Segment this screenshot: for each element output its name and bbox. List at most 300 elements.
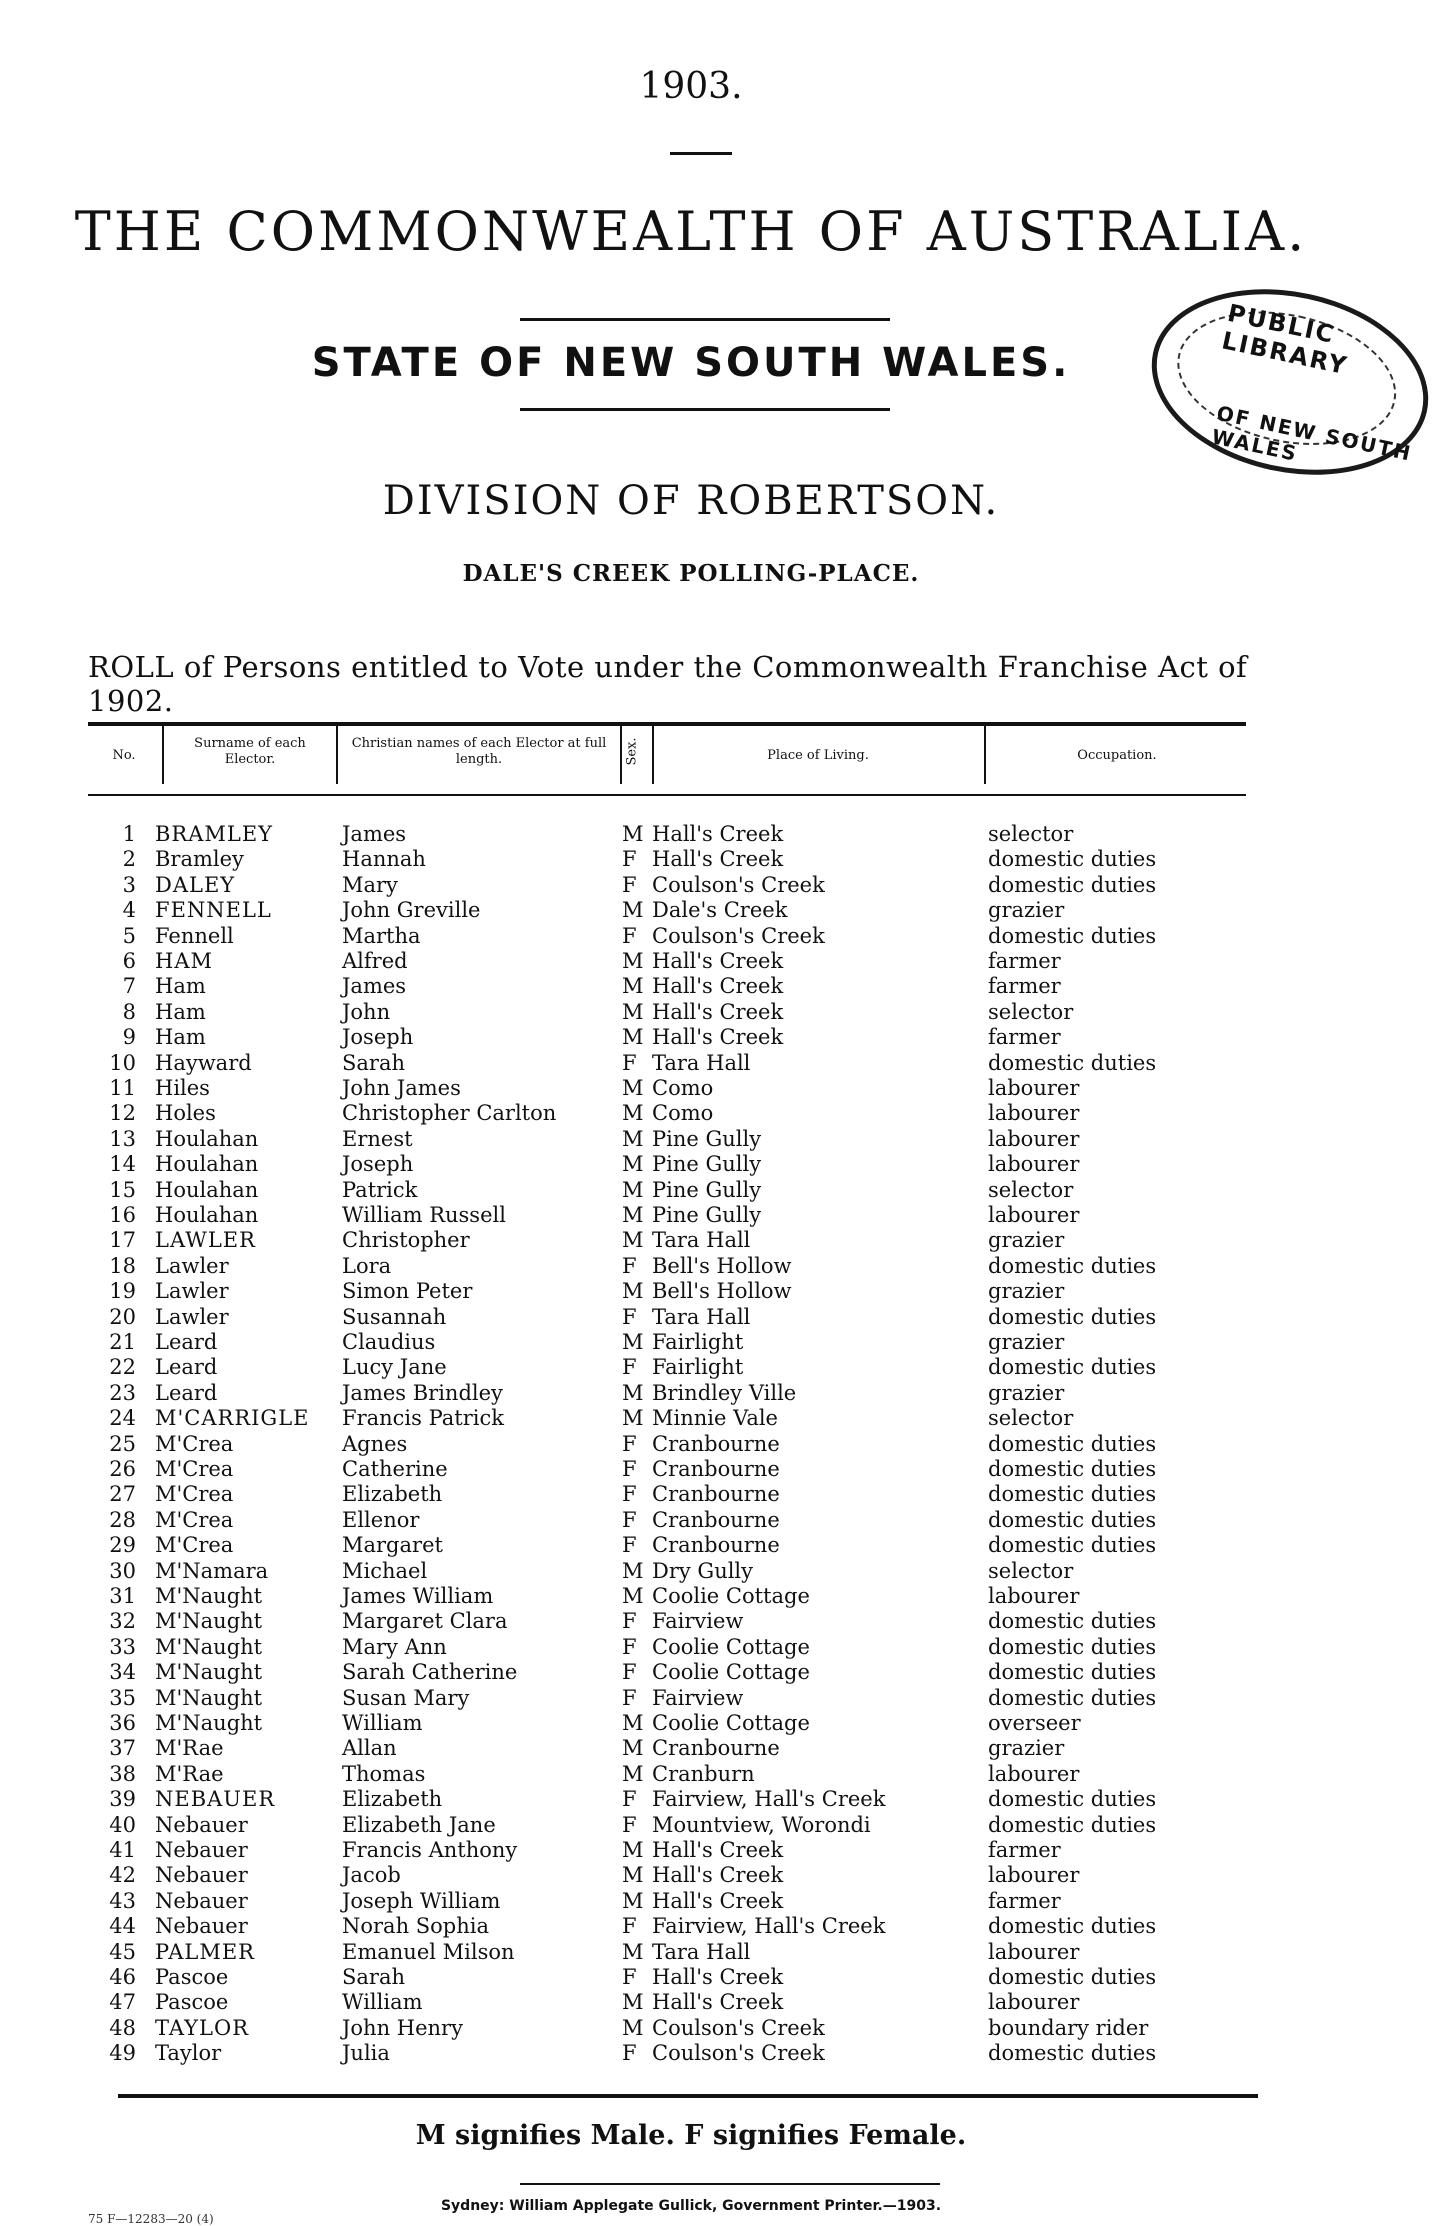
christian-names: William xyxy=(342,1711,423,1735)
row-number: 11 xyxy=(109,1076,136,1100)
surname: M'CARRIGLE xyxy=(155,1406,310,1431)
stamp-text-top: PUBLIC LIBRARY xyxy=(1219,298,1351,381)
place-of-living: Cranbourne xyxy=(652,1457,780,1481)
row-number: 37 xyxy=(109,1736,136,1761)
christian-names: Francis Anthony xyxy=(342,1838,518,1862)
sex: F xyxy=(622,1660,637,1685)
occupation: domestic duties xyxy=(988,1482,1157,1507)
place-of-living: Hall's Creek xyxy=(652,1838,784,1862)
surname: Pascoe xyxy=(155,1965,229,1989)
column-header-place: Place of Living. xyxy=(767,748,869,763)
occupation: labourer xyxy=(988,1863,1080,1888)
column-header-sex: Sex. xyxy=(624,737,640,766)
christian-names: John xyxy=(342,999,391,1024)
sex: F xyxy=(622,847,637,872)
occupation: farmer xyxy=(988,1838,1061,1862)
occupation: grazier xyxy=(988,1330,1065,1354)
row-number: 24 xyxy=(109,1406,136,1431)
occupation: farmer xyxy=(988,974,1061,999)
place-of-living: Hall's Creek xyxy=(652,1990,784,2015)
row-number: 15 xyxy=(109,1177,136,1202)
row-number: 26 xyxy=(109,1457,136,1481)
occupation: domestic duties xyxy=(988,1533,1157,1558)
christian-names: William Russell xyxy=(342,1203,506,1227)
christian-names: Norah Sophia xyxy=(342,1914,490,1939)
surname: M'Naught xyxy=(155,1660,263,1685)
column-divider xyxy=(336,726,338,784)
place-of-living: Cranbourne xyxy=(652,1533,780,1558)
occupation: labourer xyxy=(988,1761,1080,1786)
row-number: 5 xyxy=(122,923,136,948)
row-number: 2 xyxy=(122,847,136,872)
place-of-living: Coolie Cottage xyxy=(652,1584,810,1608)
row-number: 27 xyxy=(109,1482,136,1507)
row-number: 32 xyxy=(109,1609,136,1634)
surname: LAWLER xyxy=(155,1228,256,1253)
occupation: labourer xyxy=(988,1939,1080,1964)
place-of-living: Hall's Creek xyxy=(652,974,784,999)
row-number: 43 xyxy=(109,1888,136,1913)
christian-names: Lucy Jane xyxy=(342,1355,447,1380)
surname: Houlahan xyxy=(155,1177,259,1202)
christian-names: James William xyxy=(342,1584,494,1608)
sex: M xyxy=(622,1101,644,1126)
row-number: 44 xyxy=(109,1914,136,1939)
sex: M xyxy=(622,974,644,999)
christian-names: Mary xyxy=(342,872,398,897)
surname: Nebauer xyxy=(155,1914,248,1939)
surname: Leard xyxy=(155,1380,218,1405)
place-of-living: Hall's Creek xyxy=(652,822,784,846)
occupation: domestic duties xyxy=(988,1304,1157,1329)
sex: M xyxy=(622,1330,644,1354)
occupation: selector xyxy=(988,1558,1074,1583)
place-of-living: Pine Gully xyxy=(652,1152,762,1177)
place-of-living: Brindley Ville xyxy=(652,1380,797,1405)
sex: F xyxy=(622,1533,637,1558)
sex: M xyxy=(622,1990,644,2015)
row-number: 21 xyxy=(109,1330,136,1354)
christian-names: Catherine xyxy=(342,1457,448,1481)
place-of-living: Fairlight xyxy=(652,1355,744,1380)
sex: M xyxy=(622,1228,644,1253)
sex: M xyxy=(622,1025,644,1050)
surname: BRAMLEY xyxy=(155,822,274,846)
printer-imprint: Sydney: William Applegate Gullick, Government Printer.—1903. xyxy=(440,2198,942,2214)
occupation: domestic duties xyxy=(988,1965,1157,1989)
place-of-living: Cranbourne xyxy=(652,1431,780,1456)
sex: F xyxy=(622,1355,637,1380)
place-of-living: Cranburn xyxy=(652,1761,755,1786)
christian-names: Simon Peter xyxy=(342,1279,473,1304)
surname: M'Crea xyxy=(155,1482,234,1507)
row-number: 10 xyxy=(109,1050,136,1075)
surname: M'Rae xyxy=(155,1736,224,1761)
occupation: domestic duties xyxy=(988,1457,1157,1481)
christian-names: James xyxy=(342,974,407,999)
place-of-living: Coulson's Creek xyxy=(652,2015,825,2040)
row-number: 30 xyxy=(109,1558,136,1583)
sex: M xyxy=(622,1177,644,1202)
surname: Ham xyxy=(155,974,206,999)
sex: M xyxy=(622,1558,644,1583)
place-of-living: Coolie Cottage xyxy=(652,1711,810,1735)
sex: M xyxy=(622,1126,644,1151)
place-of-living: Hall's Creek xyxy=(652,1888,784,1913)
christian-names: Hannah xyxy=(342,847,426,872)
row-number: 45 xyxy=(109,1939,136,1964)
christian-names: Agnes xyxy=(342,1431,408,1456)
row-number: 13 xyxy=(109,1126,136,1151)
occupation: boundary rider xyxy=(988,2015,1149,2040)
place-of-living: Fairview, Hall's Creek xyxy=(652,1914,886,1939)
row-number: 14 xyxy=(109,1152,136,1177)
divider xyxy=(118,2094,1258,2098)
surname: Pascoe xyxy=(155,1990,229,2015)
row-number: 49 xyxy=(109,2041,136,2066)
christian-names: John James xyxy=(342,1076,461,1100)
occupation: labourer xyxy=(988,1990,1080,2015)
christian-names: Ellenor xyxy=(342,1507,420,1532)
christian-names: Elizabeth xyxy=(342,1482,443,1507)
christian-names: John Greville xyxy=(342,898,481,923)
sex: M xyxy=(622,1406,644,1431)
row-number: 23 xyxy=(109,1380,136,1405)
row-number: 25 xyxy=(109,1431,136,1456)
sex: M xyxy=(622,1736,644,1761)
column-header-occupation: Occupation. xyxy=(1077,748,1157,763)
occupation: domestic duties xyxy=(988,1050,1157,1075)
occupation: grazier xyxy=(988,1228,1065,1253)
surname: FENNELL xyxy=(155,898,272,923)
sex: M xyxy=(622,1863,644,1888)
christian-names: Christopher xyxy=(342,1228,470,1253)
place-of-living: Coolie Cottage xyxy=(652,1634,810,1659)
column-header-surname: Surname of each Elector. xyxy=(194,736,306,767)
surname: M'Naught xyxy=(155,1711,263,1735)
christian-names: Martha xyxy=(342,923,421,948)
divider xyxy=(670,152,732,155)
christian-names: Joseph xyxy=(342,1152,414,1177)
surname: M'Naught xyxy=(155,1609,263,1634)
column-header-no: No. xyxy=(112,748,136,763)
column-divider xyxy=(620,726,622,784)
occupation: labourer xyxy=(988,1584,1080,1608)
christian-names: Elizabeth Jane xyxy=(342,1812,496,1837)
surname: Houlahan xyxy=(155,1203,259,1227)
christian-names: James xyxy=(342,822,407,846)
surname: Nebauer xyxy=(155,1888,248,1913)
division-heading: DIVISION OF ROBERTSON. xyxy=(382,478,1000,524)
place-of-living: Como xyxy=(652,1076,714,1100)
sex: M xyxy=(622,1584,644,1608)
surname: M'Namara xyxy=(155,1558,269,1583)
occupation: labourer xyxy=(988,1152,1080,1177)
occupation: labourer xyxy=(988,1126,1080,1151)
row-number: 17 xyxy=(109,1228,136,1253)
row-number: 12 xyxy=(109,1101,136,1126)
surname: Ham xyxy=(155,999,206,1024)
print-reference: 75 F—12283—20 (4) xyxy=(88,2212,214,2226)
place-of-living: Tara Hall xyxy=(652,1050,751,1075)
sex: F xyxy=(622,923,637,948)
occupation: domestic duties xyxy=(988,872,1157,897)
occupation: domestic duties xyxy=(988,1634,1157,1659)
row-number: 34 xyxy=(109,1660,136,1685)
sex: F xyxy=(622,1304,637,1329)
place-of-living: Dale's Creek xyxy=(652,898,788,923)
row-number: 22 xyxy=(109,1355,136,1380)
place-of-living: Coolie Cottage xyxy=(652,1660,810,1685)
sex: F xyxy=(622,1507,637,1532)
surname: Houlahan xyxy=(155,1152,259,1177)
row-number: 36 xyxy=(109,1711,136,1735)
sex: M xyxy=(622,1279,644,1304)
surname: Nebauer xyxy=(155,1838,248,1862)
surname: Holes xyxy=(155,1101,216,1126)
surname: M'Naught xyxy=(155,1685,263,1710)
sex: F xyxy=(622,1609,637,1634)
sex: F xyxy=(622,1482,637,1507)
sex: F xyxy=(622,2041,637,2066)
place-of-living: Pine Gully xyxy=(652,1177,762,1202)
christian-names: Thomas xyxy=(342,1761,426,1786)
surname: M'Naught xyxy=(155,1634,263,1659)
place-of-living: Hall's Creek xyxy=(652,999,784,1024)
surname: Nebauer xyxy=(155,1812,248,1837)
place-of-living: Bell's Hollow xyxy=(652,1279,792,1304)
christian-names: Christopher Carlton xyxy=(342,1101,557,1126)
occupation: farmer xyxy=(988,1025,1061,1050)
christian-names: Sarah Catherine xyxy=(342,1660,518,1685)
column-divider xyxy=(984,726,986,784)
surname: HAM xyxy=(155,949,213,973)
christian-names: Michael xyxy=(342,1558,428,1583)
sex: F xyxy=(622,1050,637,1075)
place-of-living: Dry Gully xyxy=(652,1558,754,1583)
sex: F xyxy=(622,1787,637,1812)
place-of-living: Hall's Creek xyxy=(652,1965,784,1989)
sex: M xyxy=(622,1761,644,1786)
sex: F xyxy=(622,1253,637,1278)
place-of-living: Hall's Creek xyxy=(652,949,784,973)
place-of-living: Coulson's Creek xyxy=(652,872,825,897)
surname: Lawler xyxy=(155,1304,229,1329)
surname: Lawler xyxy=(155,1279,229,1304)
occupation: selector xyxy=(988,999,1074,1024)
row-number: 3 xyxy=(122,872,136,897)
row-number: 41 xyxy=(109,1838,136,1862)
divider xyxy=(520,318,890,321)
place-of-living: Pine Gully xyxy=(652,1203,762,1227)
roll-title: ROLL of Persons entitled to Vote under the Commonwealth Franchise Act of 1902. xyxy=(88,650,1248,718)
column-header-christian: Christian names of each Elector at full length. xyxy=(351,736,607,767)
surname: Hiles xyxy=(155,1076,210,1100)
surname: Fennell xyxy=(155,923,234,948)
row-number: 6 xyxy=(122,949,136,973)
row-number: 4 xyxy=(122,898,136,923)
christian-names: Joseph William xyxy=(342,1888,501,1913)
surname: Leard xyxy=(155,1355,218,1380)
surname: M'Crea xyxy=(155,1431,234,1456)
sex: M xyxy=(622,1076,644,1100)
surname: Bramley xyxy=(155,847,244,872)
place-of-living: Fairview, Hall's Creek xyxy=(652,1787,886,1812)
place-of-living: Coulson's Creek xyxy=(652,923,825,948)
occupation: domestic duties xyxy=(988,1660,1157,1685)
occupation: labourer xyxy=(988,1076,1080,1100)
surname: M'Crea xyxy=(155,1457,234,1481)
row-number: 33 xyxy=(109,1634,136,1659)
row-number: 40 xyxy=(109,1812,136,1837)
sex: M xyxy=(622,949,644,973)
occupation: selector xyxy=(988,1406,1074,1431)
surname: Nebauer xyxy=(155,1863,248,1888)
place-of-living: Fairview xyxy=(652,1609,744,1634)
sex: M xyxy=(622,1939,644,1964)
place-of-living: Bell's Hollow xyxy=(652,1253,792,1278)
occupation: farmer xyxy=(988,1888,1061,1913)
sex: M xyxy=(622,1152,644,1177)
sex: M xyxy=(622,1711,644,1735)
row-number: 19 xyxy=(109,1279,136,1304)
sex: M xyxy=(622,2015,644,2040)
sex: F xyxy=(622,1457,637,1481)
occupation: domestic duties xyxy=(988,923,1157,948)
surname: M'Rae xyxy=(155,1761,224,1786)
row-number: 18 xyxy=(109,1253,136,1278)
row-number: 35 xyxy=(109,1685,136,1710)
occupation: domestic duties xyxy=(988,1787,1157,1812)
sex: M xyxy=(622,999,644,1024)
sex-legend: M signifies Male. F signifies Female. xyxy=(415,2120,967,2151)
place-of-living: Fairview xyxy=(652,1685,744,1710)
sex: F xyxy=(622,872,637,897)
row-number: 1 xyxy=(122,822,136,846)
christian-names: William xyxy=(342,1990,423,2015)
christian-names: Allan xyxy=(342,1736,397,1761)
surname: M'Crea xyxy=(155,1533,234,1558)
occupation: grazier xyxy=(988,898,1065,923)
polling-place-heading: DALE'S CREEK POLLING-PLACE. xyxy=(462,560,920,587)
christian-names: Margaret Clara xyxy=(342,1609,508,1634)
sex: M xyxy=(622,1888,644,1913)
surname: TAYLOR xyxy=(155,2015,250,2040)
sex: M xyxy=(622,1838,644,1862)
occupation: grazier xyxy=(988,1279,1065,1304)
surname: Leard xyxy=(155,1330,218,1354)
surname: DALEY xyxy=(155,872,236,897)
occupation: domestic duties xyxy=(988,1609,1157,1634)
christian-names: Susannah xyxy=(342,1304,447,1329)
christian-names: Lora xyxy=(342,1253,392,1278)
place-of-living: Fairlight xyxy=(652,1330,744,1354)
row-number: 42 xyxy=(109,1863,136,1888)
occupation: labourer xyxy=(988,1101,1080,1126)
place-of-living: Cranbourne xyxy=(652,1736,780,1761)
occupation: selector xyxy=(988,822,1074,846)
library-stamp xyxy=(1134,265,1445,499)
row-number: 28 xyxy=(109,1507,136,1532)
sex: M xyxy=(622,1380,644,1405)
place-of-living: Cranbourne xyxy=(652,1482,780,1507)
christian-names: John Henry xyxy=(342,2015,463,2040)
commonwealth-heading: THE COMMONWEALTH OF AUSTRALIA. xyxy=(74,200,1308,263)
occupation: domestic duties xyxy=(988,1431,1157,1456)
surname: Lawler xyxy=(155,1253,229,1278)
row-number: 47 xyxy=(109,1990,136,2015)
christian-names: Margaret xyxy=(342,1533,443,1558)
christian-names: Alfred xyxy=(342,949,408,973)
occupation: domestic duties xyxy=(988,1914,1157,1939)
sex: F xyxy=(622,1965,637,1989)
occupation: domestic duties xyxy=(988,1685,1157,1710)
surname: Houlahan xyxy=(155,1126,259,1151)
occupation: domestic duties xyxy=(988,1812,1157,1837)
christian-names: Julia xyxy=(342,2041,390,2066)
row-number: 29 xyxy=(109,1533,136,1558)
place-of-living: Pine Gully xyxy=(652,1126,762,1151)
occupation: overseer xyxy=(988,1711,1081,1735)
sex: F xyxy=(622,1914,637,1939)
surname: M'Crea xyxy=(155,1507,234,1532)
row-number: 8 xyxy=(122,999,136,1024)
surname: Taylor xyxy=(155,2041,222,2066)
divider xyxy=(520,2183,940,2185)
sex: M xyxy=(622,1203,644,1227)
table-header xyxy=(88,722,1246,796)
row-number: 7 xyxy=(122,974,136,999)
occupation: domestic duties xyxy=(988,2041,1157,2066)
surname: M'Naught xyxy=(155,1584,263,1608)
occupation: grazier xyxy=(988,1380,1065,1405)
occupation: labourer xyxy=(988,1203,1080,1227)
place-of-living: Hall's Creek xyxy=(652,1025,784,1050)
row-number: 9 xyxy=(122,1025,136,1050)
divider xyxy=(520,408,890,411)
christian-names: Mary Ann xyxy=(342,1634,447,1659)
christian-names: Francis Patrick xyxy=(342,1406,504,1431)
occupation: grazier xyxy=(988,1736,1065,1761)
place-of-living: Tara Hall xyxy=(652,1304,751,1329)
place-of-living: Cranbourne xyxy=(652,1507,780,1532)
column-divider xyxy=(162,726,164,784)
christian-names: Sarah xyxy=(342,1050,405,1075)
row-number: 38 xyxy=(109,1761,136,1786)
place-of-living: Coulson's Creek xyxy=(652,2041,825,2066)
occupation: domestic duties xyxy=(988,1507,1157,1532)
column-divider xyxy=(652,726,654,784)
sex: F xyxy=(622,1812,637,1837)
christian-names: Patrick xyxy=(342,1177,418,1202)
state-heading: STATE OF NEW SOUTH WALES. xyxy=(311,340,1071,386)
sex: F xyxy=(622,1634,637,1659)
christian-names: Susan Mary xyxy=(342,1685,470,1710)
occupation: domestic duties xyxy=(988,1253,1157,1278)
christian-names: Joseph xyxy=(342,1025,414,1050)
row-number: 16 xyxy=(109,1203,136,1227)
occupation: farmer xyxy=(988,949,1061,973)
year-heading: 1903. xyxy=(639,66,743,107)
place-of-living: Hall's Creek xyxy=(652,1863,784,1888)
sex: M xyxy=(622,822,644,846)
christian-names: Ernest xyxy=(342,1126,413,1151)
christian-names: James Brindley xyxy=(342,1380,503,1405)
christian-names: Claudius xyxy=(342,1330,436,1354)
place-of-living: Mountview, Worondi xyxy=(652,1812,871,1837)
row-number: 46 xyxy=(109,1965,136,1989)
place-of-living: Hall's Creek xyxy=(652,847,784,872)
